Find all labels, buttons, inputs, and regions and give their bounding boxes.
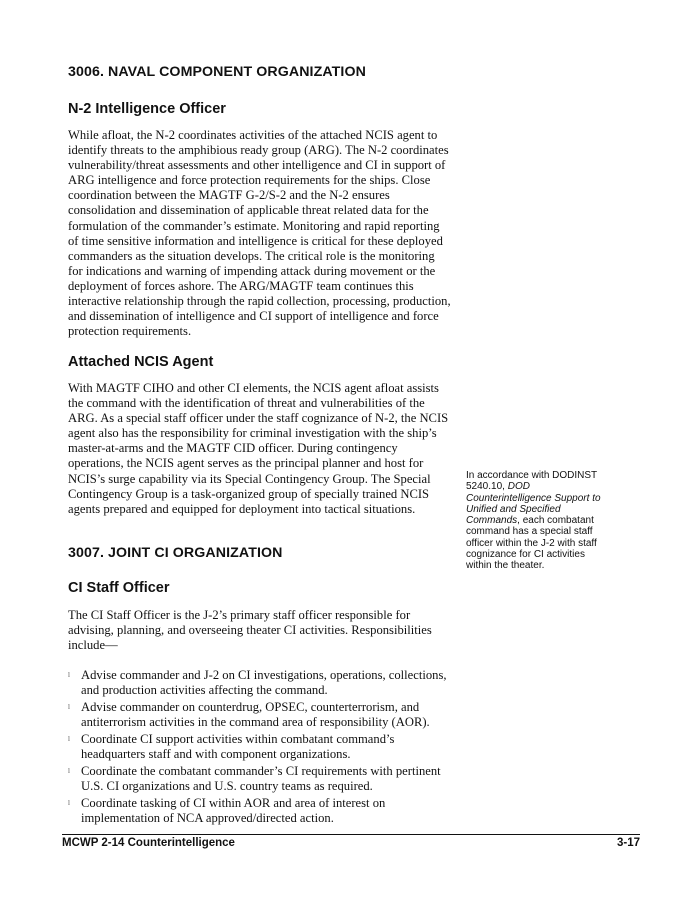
margin-note <box>466 470 606 572</box>
n2-intelligence-officer-heading: N-2 Intelligence Officer <box>68 101 226 117</box>
section-3007-heading: 3007. JOINT CI ORGANIZATION <box>68 545 283 561</box>
list-item-text: Coordinate tasking of CI within AOR and area of interest on implementation of NCA approved/directed action. <box>81 796 386 825</box>
section-3006-heading: 3006. NAVAL COMPONENT ORGANIZATION <box>68 64 366 80</box>
list-item <box>68 732 458 762</box>
list-item-text: Advise commander and J-2 on CI investigations, operations, collections, and production activities affecting the command. <box>81 668 447 697</box>
ci-staff-paragraph: The CI Staff Officer is the J-2’s primary staff officer responsible for advising, planning, and overseeing theater CI activities. Responsibilities include— <box>68 608 432 653</box>
list-item <box>68 764 458 794</box>
list-item-text: Advise commander on counterdrug, OPSEC, counterterrorism, and antiterrorism activities in the command area of responsibility (AOR). <box>81 700 430 729</box>
attached-ncis-agent-heading: Attached NCIS Agent <box>68 354 214 370</box>
bullet-icon: l <box>68 799 70 807</box>
footer-divider <box>62 834 640 835</box>
margin-note-title: DOD Counterintelligence Support to Unified and Specified Commands <box>466 481 601 527</box>
bullet-icon: l <box>68 767 70 775</box>
footer-page-number: 3-17 <box>616 837 640 849</box>
list-item <box>68 700 458 730</box>
list-item-text: Coordinate CI support activities within combatant command’s headquarters staff and with component organizations. <box>81 732 395 761</box>
n2-paragraph: While afloat, the N-2 coordinates activities of the attached NCIS agent to identify threats to the amphibious ready group (ARG). The N-2 coordinates vulnerability/threat assessments and other intelligence and CI in support of ARG intelligence and force protection requirements for the ships. Close coordination between the MAGTF G-2/S-2 and the N-2 ensures consolidation and dissemination of applicable threat related data for the formulation of the commander’s estimate. Monitoring and rapid reporting of time sensitive information and intelligence is critical for these deployed commanders as the situation develops. The critical role is the monitoring for indications and warning of impending attack during movement or the deployment of forces ashore. The ARG/MAGTF team continues this interactive relationship through the rapid collection, processing, production, and dissemination of intelligence and CI support of intelligence and force protection requirements. <box>68 128 451 339</box>
ncis-paragraph: With MAGTF CIHO and other CI elements, the NCIS agent afloat assists the command with the identification of threat and vulnerabilities of the ARG. As a special staff officer under the staff cognizance of N-2, the NCIS agent also has the responsibility for criminal investigation with the ship’s master-at-arms and the MAGTF CID officer. During contingency operations, the NCIS agent serves as the principal planner and host for NCIS’s surge capability via its Special Contingency Group. The Special Contingency Group is a task-organized group of specially trained NCIS agents prepared and equipped for deployment into tactical situations. <box>68 381 449 516</box>
list-item-text: Coordinate the combatant commander’s CI requirements with pertinent U.S. CI organizations and U.S. country teams as required. <box>81 764 441 793</box>
list-item <box>68 796 458 826</box>
list-item <box>68 668 458 698</box>
bullet-icon: l <box>68 735 70 743</box>
footer-publication-title: MCWP 2-14 Counterintelligence <box>62 837 235 849</box>
margin-note-suffix: , each combatant command has a special staff officer within the J-2 with staff cognizance for CI activities within the theater. <box>466 515 597 572</box>
bullet-icon: l <box>68 703 70 711</box>
ci-staff-officer-heading: CI Staff Officer <box>68 580 170 596</box>
margin-note-prefix: In accordance with DODINST 5240.10, <box>466 470 597 493</box>
bullet-icon: l <box>68 671 70 679</box>
responsibilities-list <box>68 668 458 828</box>
